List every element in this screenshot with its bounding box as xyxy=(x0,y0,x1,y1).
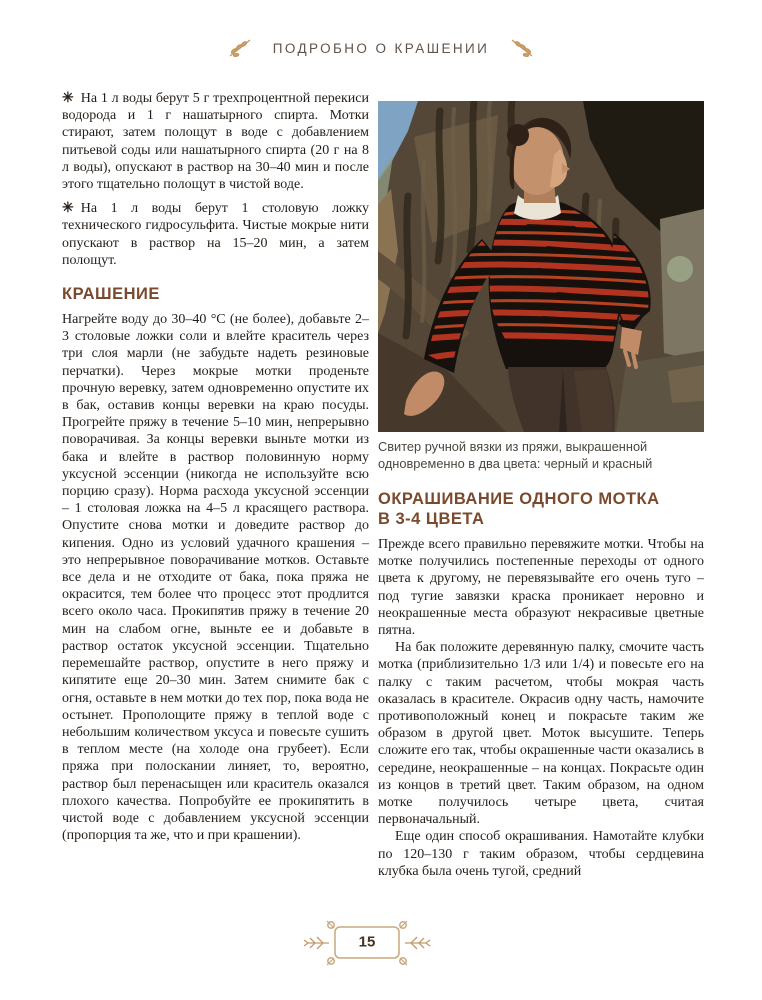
bullet-item xyxy=(62,90,369,193)
header-sprig-right-icon xyxy=(509,38,535,58)
left-column xyxy=(62,90,369,844)
running-header-title: ПОДРОБНО О КРАШЕНИИ xyxy=(272,40,490,56)
section-heading-okrashivanie: ОКРАШИВАНИЕ ОДНОГО МОТКА В 3-4 ЦВЕТА xyxy=(378,490,660,528)
sweater-photo-illustration xyxy=(378,101,704,432)
header-sprig-left-icon xyxy=(227,38,253,58)
running-header xyxy=(0,38,762,58)
photo-caption: Свитер ручной вязки из пряжи, выкрашенной одновременно в два цвета: черный и красный xyxy=(378,439,653,471)
bullet-text: На 1 л воды берут 5 г трехпроцентной перекиси водорода и 1 г нашатырного спирта. Мотки стирают, затем полощут в воде с добавлением питьевой соды или нашатырного спирта (20 г на 8 л воды), опускают в раствор на 30–40 мин и после этого тщательно полощут в чистой воде. xyxy=(62,91,369,193)
page-number: 15 xyxy=(358,933,376,951)
footer-ornament xyxy=(277,918,457,970)
section-heading-krashenie: КРАШЕНИЕ xyxy=(62,285,160,304)
bullet-text: На 1 л воды берут 1 столовую ложку технического гидросульфита. Чистые мокрые нити опускают в раствор на 15–20 мин, а затем полощут. xyxy=(62,201,369,268)
sweater-photo xyxy=(378,101,704,432)
section-body: Нагрейте воду до 30–40 °С (не более), добавьте 2–3 столовые ложки соли и влейте краситель через три слоя марли (не забудьте надеть резиновые перчатки). Через мокрые мотки проденьте прочную веревку, затем одновременно опустите их в бак, оставив концы веревки на краю посуды. Прогрейте пряжу в течение 5–10 мин, непрерывно поворачивая. За концы веревки выньте мотки из бака и влейте в раствор половинную норму уксусной эссенции (никогда не используйте всю порцию сразу). Норма расхода уксусной эссенции – 1 столовая ложка на 4–5 л красящего раствора. Опустите снова мотки и доведите раствор до кипения. Одно из условий удачного крашения – это непрерывное поворачивание мотков. Оставьте все дела и не отходите от бака, пока пряжа не окрасится, тем более что процесс этот продлится всего около часа. Прокипятив пряжу в течение 20 мин на слабом огне, выньте ее и добавьте в раствор остаток уксусной эссенции. Тщательно перемешайте раствор, опустите в него пряжу и кипятите еще 20–30 мин. Затем снимите бак с огня, оставьте в нем мотки до тех пор, пока вода не остынет. Прополощите пряжу в теплой воде с небольшим количеством уксуса и повесьте сушить в теплом месте (на холоде она грубеет). Если пряжа при полоскании линяет, то, вероятно, раствор был перенасыщен или краситель оказался плохого качества. Попробуйте ее прокипятить в чистой воде с добавлением уксусной эссенции (пропорция та же, что и при крашении). xyxy=(62,312,370,844)
asterisk-bullet-icon: ✳ xyxy=(62,91,74,106)
asterisk-bullet-icon: ✳ xyxy=(62,201,74,217)
right-column xyxy=(378,101,704,880)
paragraph: На бак положите деревянную палку, смочите часть мотка (приблизительно 1/3 или 1/4) и повесьте его на палку с таким расчетом, чтобы мокрая часть оказалась в красителе. Окрасив одну часть, намочите противоположный конец и покрасьте таким же образом в другой цвет. Моток высушите. Теперь сложите его так, чтобы окрашенные части оказались в середине, неокрашенные – на концах. Покрасьте один из концов в третий цвет. Таким образом, на одном мотке получилось четыре цвета, считая первоначальный. xyxy=(378,640,704,828)
paragraph: Еще один способ окрашивания. Намотайте клубки по 120–130 г таким образом, чтобы сердцевина клубка была очень тугой, средний xyxy=(378,829,704,879)
right-column-body xyxy=(378,536,704,880)
paragraph: Прежде всего правильно перевяжите мотки. Чтобы на мотке получились постепенные переходы от одного цвета к другому, не перевязывайте его очень туго – под тугие завязки краска проникает неровно и неокрашенные места образуют некрасивые цветные пятна. xyxy=(378,537,704,639)
bullet-item xyxy=(62,200,369,269)
